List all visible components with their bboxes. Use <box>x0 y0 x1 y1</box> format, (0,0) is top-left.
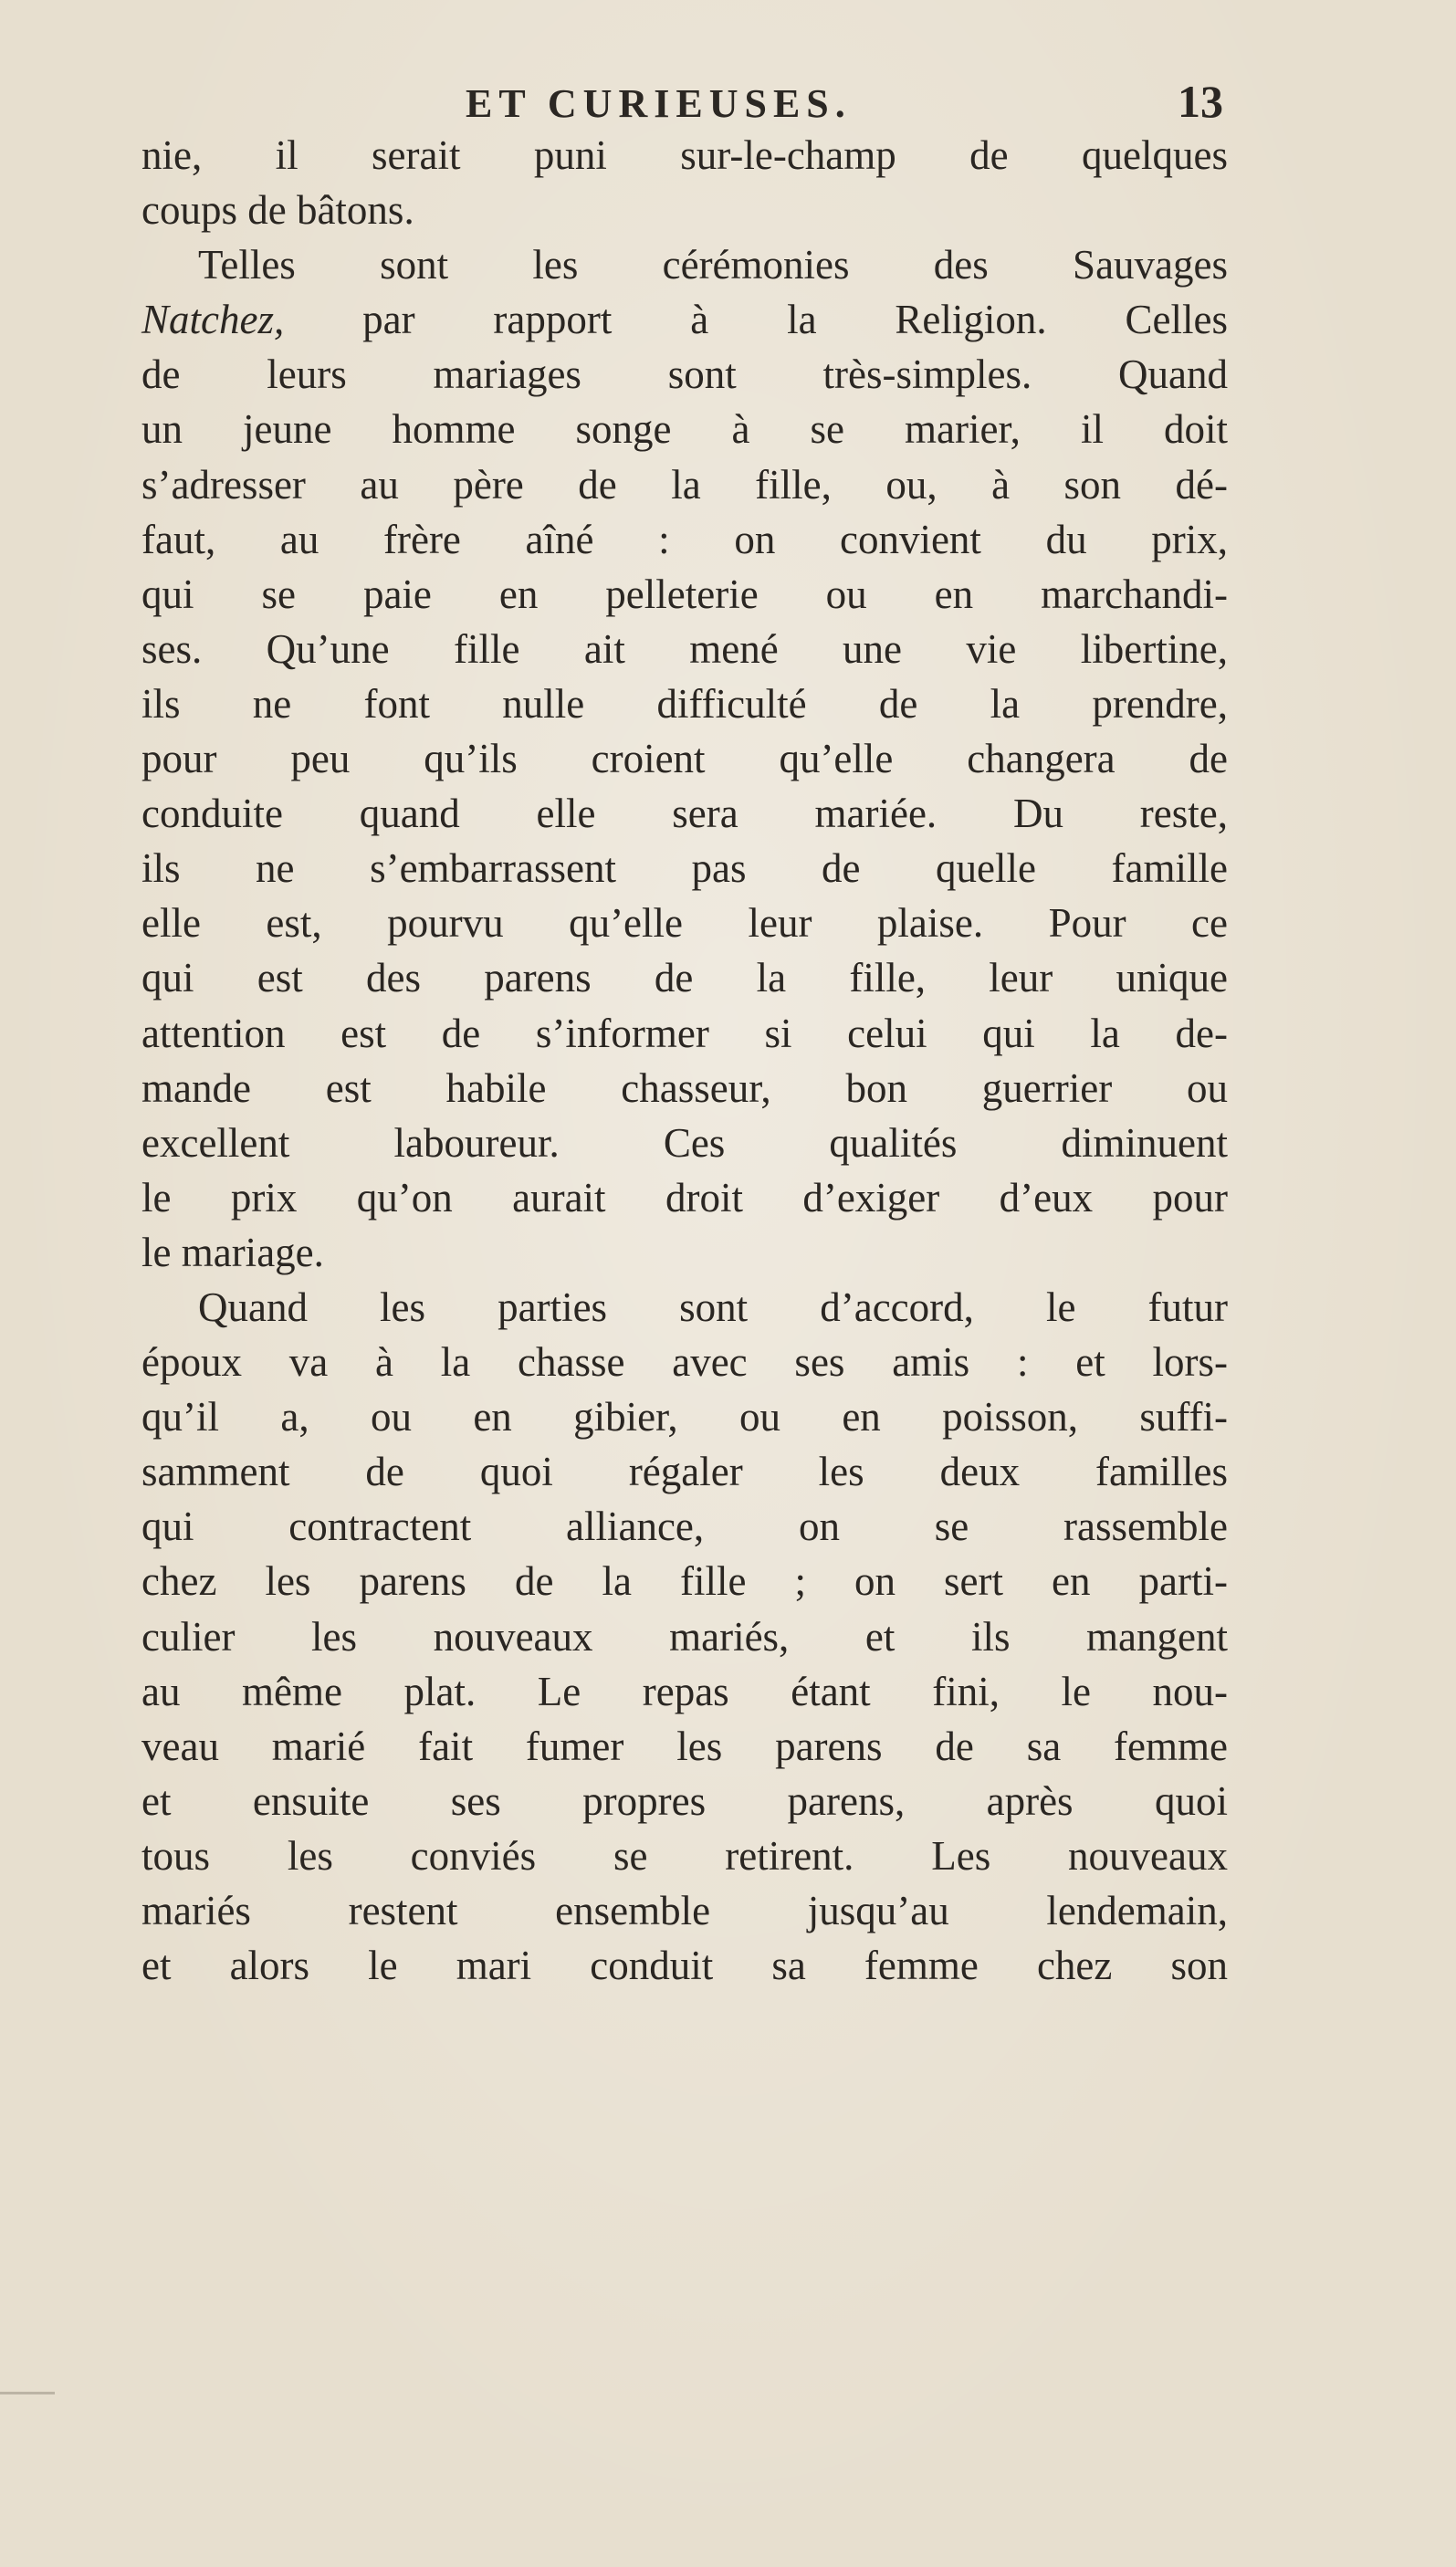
text-line: mariés restent ensemble jusqu’au lendemain, <box>141 1888 1228 1933</box>
text-line: elle est, pourvu qu’elle leur plaise. Pour ce <box>141 900 1228 947</box>
running-title: ET CURIEUSES. <box>466 81 852 126</box>
text-line: nie, il serait puni sur-le-champ de quelques <box>141 132 1228 178</box>
text-line: conduite quand elle sera mariée. Du reste, <box>141 791 1228 837</box>
text-line: et ensuite ses propres parens, après quoi <box>141 1777 1228 1824</box>
text-line: qui est des parens de la fille, leur unique <box>141 955 1228 1001</box>
text-line: coups de bâtons. <box>141 187 414 234</box>
text-line: samment de quoi régaler les deux familles <box>141 1449 1228 1495</box>
page-number: 13 <box>1178 76 1223 127</box>
body-text <box>141 128 1228 1993</box>
text-line: de leurs mariages sont très-simples. Quand <box>141 351 1228 398</box>
text-line: excellent laboureur. Ces qualités diminuent <box>141 1119 1228 1166</box>
text-line: mande est habile chasseur, bon guerrier ou <box>141 1064 1228 1111</box>
text-line: époux va à la chasse avec ses amis : et lors- <box>141 1339 1228 1386</box>
text-line: et alors le mari conduit sa femme chez son <box>141 1943 1228 1989</box>
text-line: chez les parens de la fille ; on sert en parti- <box>141 1558 1228 1605</box>
text-line: faut, au frère aîné : on convient du prix, <box>141 516 1228 562</box>
text-line: ils ne s’embarrassent pas de quelle famille <box>141 845 1228 892</box>
text-line: un jeune homme songe à se marier, il doit <box>141 406 1228 453</box>
text-line: attention est de s’informer si celui qui la de- <box>141 1010 1228 1056</box>
text-line: Telles sont les cérémonies des Sauvages <box>198 242 1228 288</box>
text-line-rest: par rapport à la Religion. Celles <box>362 297 1229 343</box>
text-line: tous les conviés se retirent. Les nouveaux <box>141 1832 1228 1879</box>
text-line: ils ne font nulle difficulté de la prendre, <box>141 680 1228 727</box>
text-line: au même plat. Le repas étant fini, le nou- <box>141 1668 1228 1714</box>
text-line: qui contractent alliance, on se rassemble <box>141 1504 1228 1550</box>
paper-smudge <box>0 2392 55 2394</box>
text-line: ses. Qu’une fille ait mené une vie libertine, <box>141 625 1228 672</box>
text-line: pour peu qu’ils croient qu’elle changera de <box>141 736 1228 782</box>
italic-word: Natchez, <box>141 297 285 343</box>
text-line: le prix qu’on aurait droit d’exiger d’eux pour <box>141 1174 1228 1221</box>
text-line: Quand les parties sont d’accord, le futur <box>198 1284 1228 1330</box>
text-line: qui se paie en pelleterie ou en marchandi- <box>141 571 1228 617</box>
text-line: s’adresser au père de la fille, ou, à son dé- <box>141 461 1228 508</box>
text-line: veau marié fait fumer les parens de sa femme <box>141 1723 1228 1769</box>
running-header <box>141 76 1223 135</box>
text-line <box>141 292 1228 347</box>
text-line: qu’il a, ou en gibier, ou en poisson, suffi- <box>141 1394 1228 1441</box>
text-line: culier les nouveaux mariés, et ils mangent <box>141 1613 1228 1660</box>
text-line: le mariage. <box>141 1229 324 1275</box>
